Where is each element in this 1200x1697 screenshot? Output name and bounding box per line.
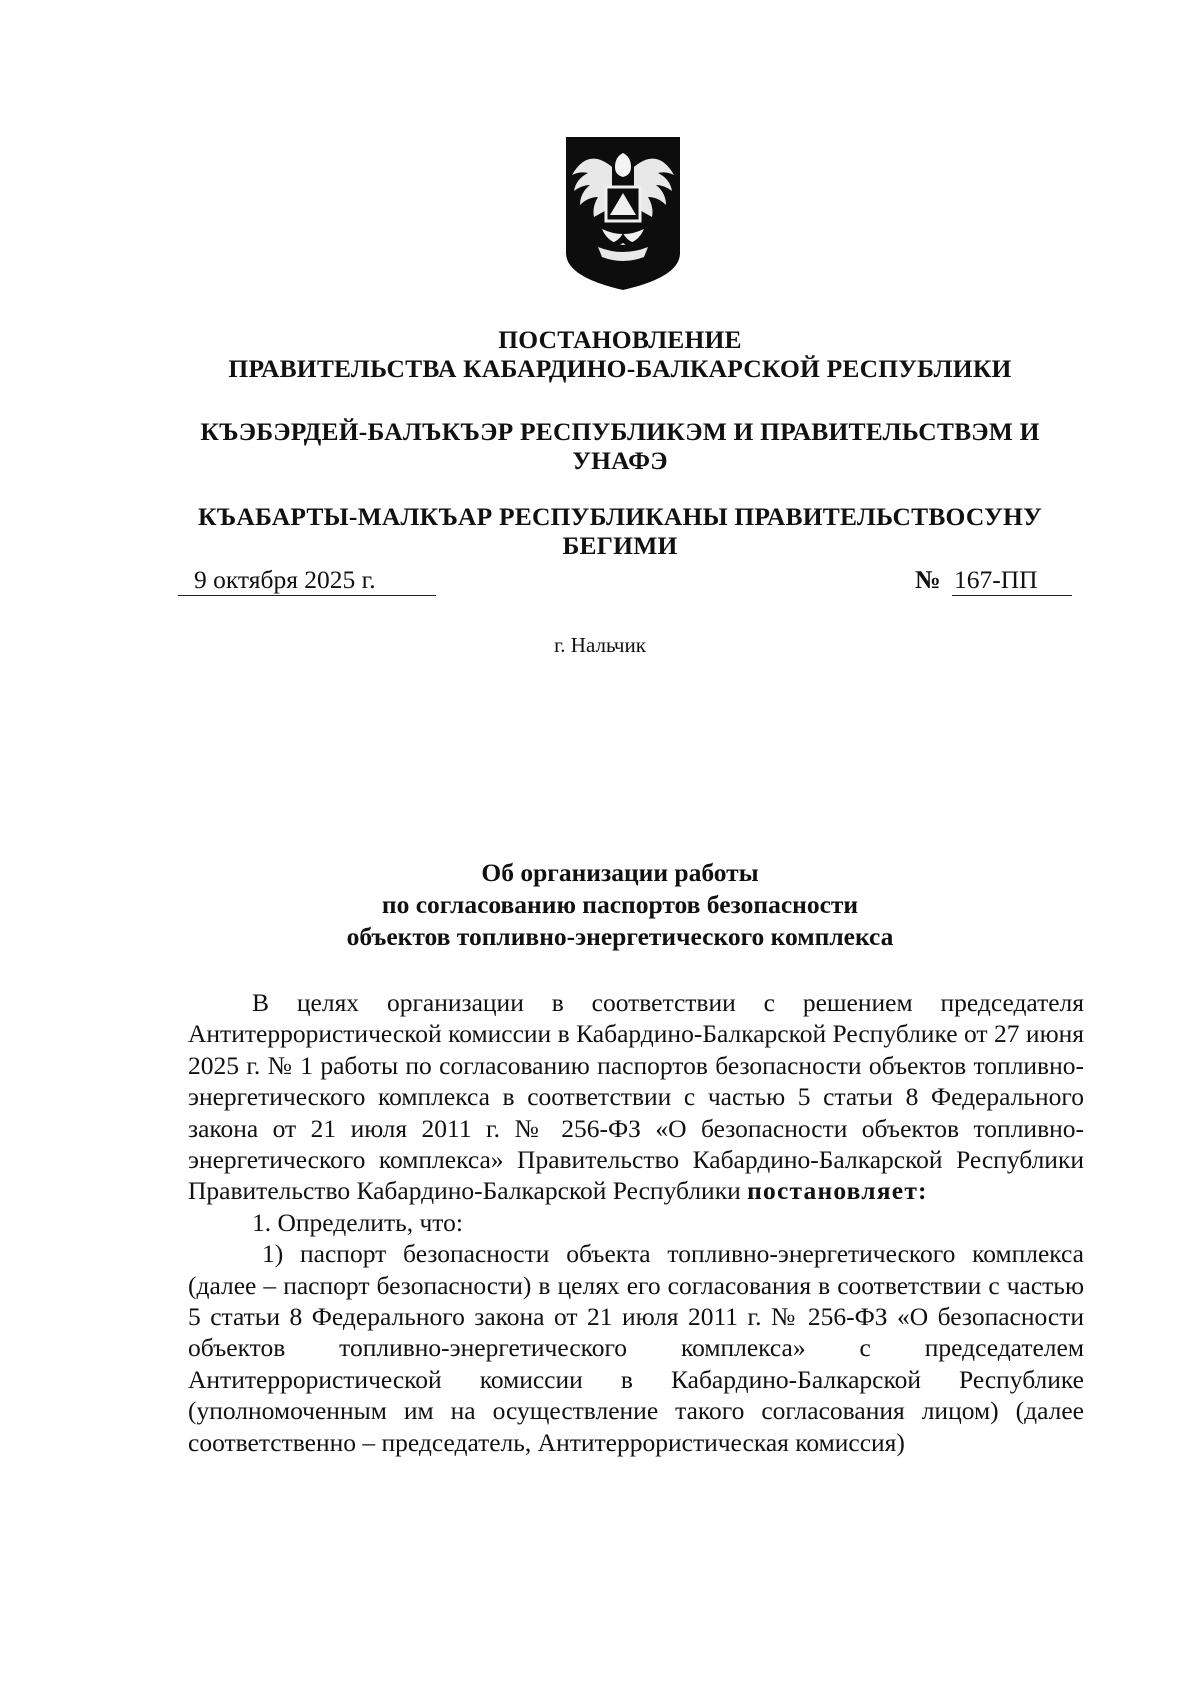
document-header-balkar (150, 502, 1090, 560)
title-line-3: объектов топливно-энергетического комплекса (346, 922, 894, 951)
header-kab-line-2: УНАФЭ (572, 446, 668, 475)
document-header-russian (150, 325, 1090, 383)
document-number: 167-ПП (952, 565, 1072, 596)
title-line-1: Об организации работы (481, 858, 759, 887)
document-number-label: № (915, 565, 941, 594)
paragraph-preamble (188, 987, 1084, 1207)
paragraph-item-1: 1. Определить, что: (252, 1207, 463, 1237)
header-kab-line-1: КЪЭБЭРДЕЙ-БАЛЪКЪЭР РЕСПУБЛИКЭМ И ПРАВИТЕЛЬСТВЭМ И (200, 417, 1040, 446)
header-line-2: ПРАВИТЕЛЬСТВА КАБАРДИНО-БАЛКАРСКОЙ РЕСПУБЛИКИ (228, 354, 1012, 383)
document-title (150, 857, 1090, 953)
preamble-text: В целях организации в соответствии с решением председателя Антитеррористической комиссии в Кабардино-Балкарской Республике от 27 июня 2025 г. № 1 работы по согласованию паспортов безопасности объектов топливно-энергетического комплекса в соответствии с частью 5 статьи 8 Федерального закона от 21 июля 2011 г. № 256-ФЗ «О безопасности объектов топливно-энергетического комплекса» Правительство Кабардино-Балкарской Республики Правительство Кабардино-Балкарской Республики (188, 988, 1084, 1206)
coat-of-arms-emblem (562, 135, 684, 292)
document-date: 9 октября 2025 г. (178, 565, 436, 596)
preamble-resolves: постановляет: (747, 1176, 928, 1206)
paragraph-subitem-1: 1) паспорт безопасности объекта топливно-энергетического комплекса (далее – паспорт безопасности) в целях его согласования в соответствии с частью 5 статьи 8 Федерального закона от 21 июля 2011 г. № 256-ФЗ «О безопасности объектов топливно-энергетического комплекса» с председателем Антитеррористической комиссии в Кабардино-Балкарской Республике (уполномоченным им на осуществление такого согласования лицом) (далее соответственно – председатель, Антитеррористическая комиссия) (188, 1239, 1084, 1457)
document-body (188, 987, 1084, 1458)
header-bal-line-1: КЪАБАРТЫ-МАЛКЪАР РЕСПУБЛИКАНЫ ПРАВИТЕЛЬСТВОСУНУ (197, 502, 1043, 531)
header-line-1: ПОСТАНОВЛЕНИЕ (498, 325, 742, 354)
document-header-kabardian (150, 417, 1090, 475)
header-bal-line-2: БЕГИМИ (562, 531, 678, 560)
title-line-2: по согласованию паспортов безопасности (381, 890, 859, 919)
document-city: г. Нальчик (554, 633, 646, 657)
